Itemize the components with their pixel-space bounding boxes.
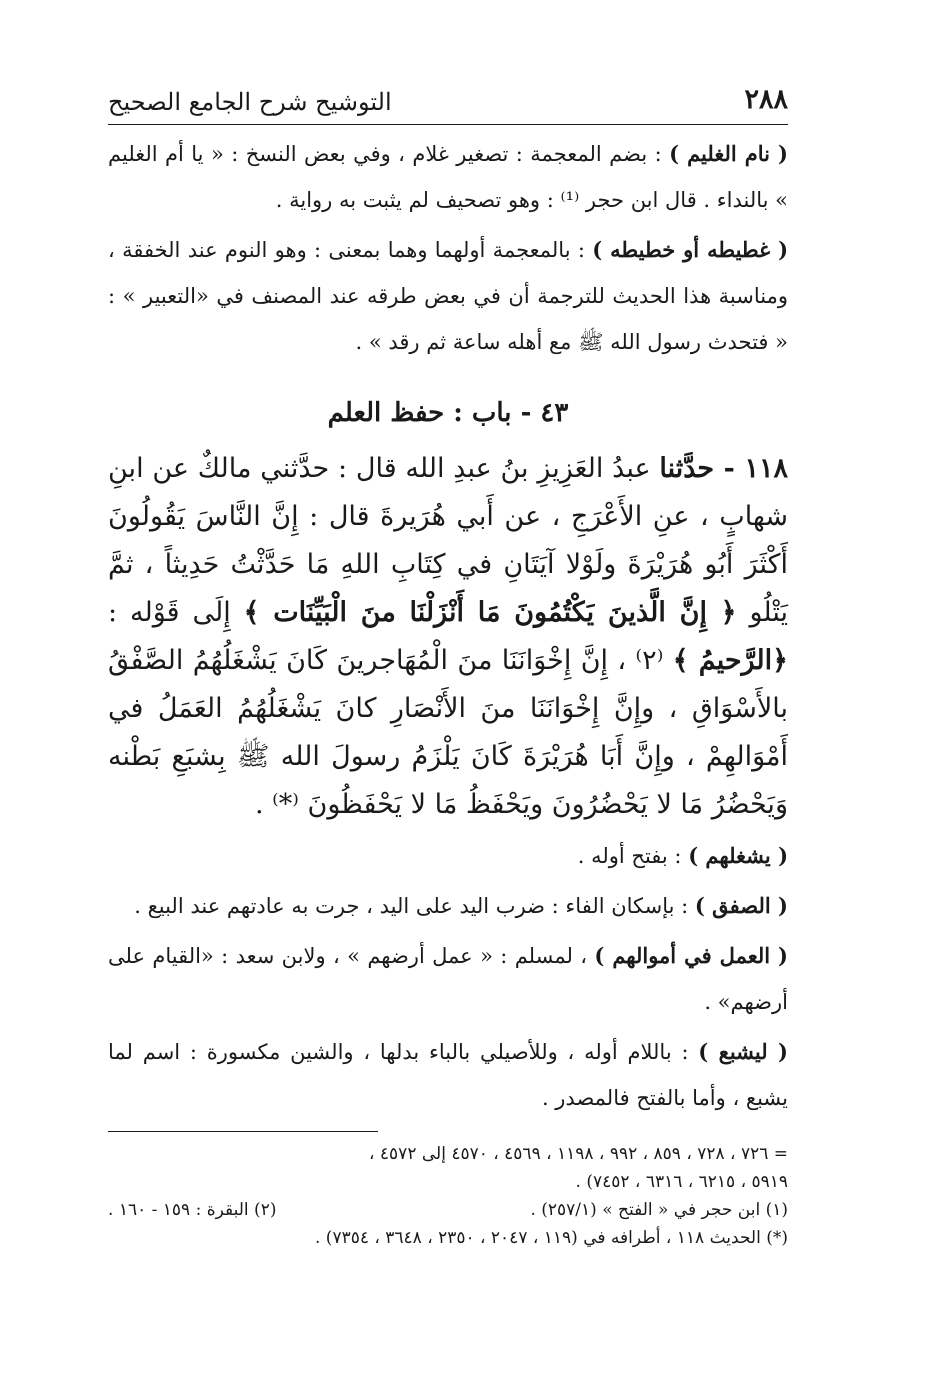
hadith-text [108, 445, 788, 829]
footnote-1: (١) ابن حجر في « الفتح » (٢٥٧/١) . [530, 1200, 788, 1220]
quran-quote: ﴿ إِنَّ الَّذينَ يَكْتُمُونَ مَا أَنْزَلْنَا منَ الْبَيِّنَات ﴾ [243, 597, 737, 628]
footnote-2: (٢) البقرة : ١٥٩ - ١٦٠ . [108, 1200, 277, 1220]
commentary-paragraph [108, 227, 788, 365]
commentary-paragraph [108, 883, 788, 929]
hadith-text-part: عبدُ العَزِيزِ بنُ عبدِ الله قال : حدَّثني مالكٌ عن ابنِ شهابٍ ، عنِ الأَعْرَجِ ، عن أَبي هُرَيرةَ قال : إِنَّ النَّاسَ يَقُولُونَ أَكْثَرَ أَبُو هُرَيْرَةَ ولَوْلا آيَتَانِ في كِتَابِ اللهِ مَا حَدَّثْتُ حَدِيثاً ، ثمَّ يَتْلُو [108, 453, 788, 628]
commentary-term: ( الصفق ) [694, 893, 788, 918]
footnote-star: (*) الحديث ١١٨ ، أطرافه في (١١٩ ، ٢٠٤٧ ، ٢٣٥٠ ، ٣٦٤٨ ، ٧٣٥٤) . [314, 1228, 788, 1248]
hadith-text-part: ⁽٢⁾ ، إِنَّ إِخْوَانَنَا منَ الْمُهَاجرينَ كَانَ يَشْغَلُهُمُ الصَّفْقُ بالأَسْوَاقِ ، وإِنَّ إِخْوَانَنَا منَ الأَنْصَارِ كانَ يَشْغَلُهُمُ العَمَلُ في أَمْوَالهِمْ ، وإِنَّ أَبَا هُرَيْرَةَ كَانَ يَلْزَمُ رسولَ الله ﷺ بِشبَعِ بَطْنه وَيَحْضُرُ مَا لا يَحْضُرُونَ ويَحْفَظُ مَا لا يَحْفَظُونَ ⁽*⁾ . [108, 645, 788, 820]
commentary-term: ( غطيطه أو خطيطه ) [592, 237, 789, 262]
footnote-row [108, 1196, 788, 1224]
chapter-heading: ٤٣ - باب : حفظ العلم [327, 398, 569, 428]
commentary-term: ( ليشبع ) [698, 1039, 788, 1064]
page-header [108, 80, 788, 125]
commentary-paragraph [108, 1029, 788, 1121]
footnote-divider [108, 1131, 378, 1132]
footnote-continuation: ٥٩١٩ ، ٦٢١٥ ، ٦٣١٦ ، ٧٤٥٢) . [575, 1172, 788, 1192]
hadith-text-part: إِلَى قَوْله : [108, 597, 244, 628]
commentary-text: : بإسكان الفاء : ضرب اليد على اليد ، جرت به عادتهم عند البيع . [134, 894, 695, 918]
commentary-text: : بفتح أوله . [577, 844, 689, 868]
footnote-continuation: = ٧٢٦ ، ٧٢٨ ، ٨٥٩ ، ٩٩٢ ، ١١٩٨ ، ٤٥٦٩ ، ٤٥٧٠ إلى ٤٥٧٢ ، [369, 1144, 788, 1164]
quran-quote: ﴿الرَّحيمُ ﴾ [672, 645, 788, 676]
commentary-paragraph [108, 933, 788, 1025]
running-title: التوشيح شرح الجامع الصحيح [108, 88, 392, 116]
commentary-term: ( العمل في أموالهم ) [594, 943, 788, 968]
commentary-term: ( يشغلهم ) [688, 843, 788, 868]
commentary-text: : بالمعجمة أولهما وهما بمعنى : وهو النوم عند الخفقة ، ومناسبة هذا الحديث للترجمة أن في بعض طرقه عند المصنف في «التعبير » : « فتحدث رسول الله ﷺ مع أهله ساعة ثم رقد » . [108, 238, 788, 354]
hadith-number: ١١٨ - حدَّثنا [659, 453, 788, 484]
commentary-paragraph [108, 833, 788, 879]
commentary-text: ، لمسلم : « عمل أرضهم » ، ولابن سعد : «القيام على أرضهم» . [108, 944, 788, 1014]
page-number: ٢٨٨ [744, 84, 788, 115]
commentary-text: : باللام أوله ، وللأصيلي بالباء بدلها ، والشين مكسورة : اسم لما يشبع ، وأما بالفتح فالمصدر . [108, 1040, 788, 1110]
commentary-text: : بضم المعجمة : تصغير غلام ، وفي بعض النسخ : « يا أم الغليم » بالنداء . قال ابن حجر ⁽¹⁾ : وهو تصحيف لم يثبت به رواية . [108, 142, 788, 212]
commentary-paragraph [108, 131, 788, 223]
footnotes-section [108, 1131, 788, 1252]
document-page [108, 80, 788, 1252]
commentary-term: ( نام الغليم ) [669, 141, 788, 166]
